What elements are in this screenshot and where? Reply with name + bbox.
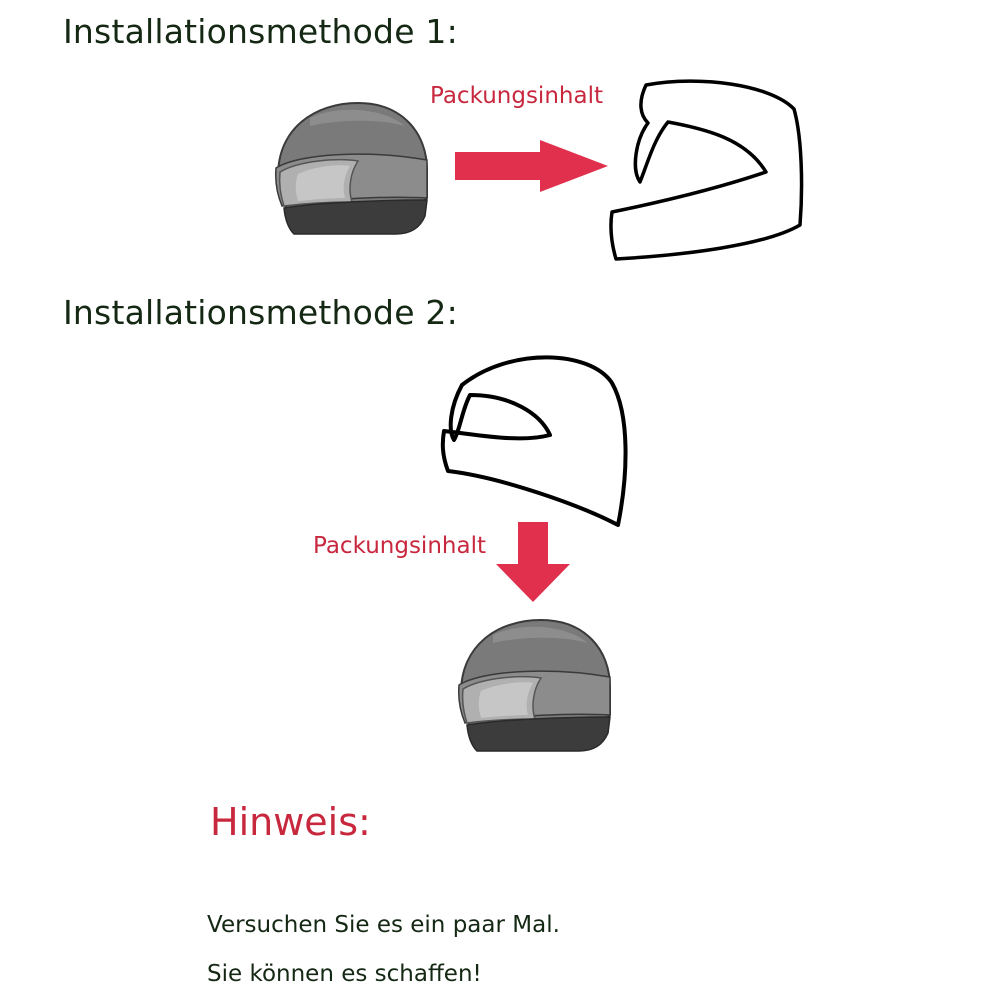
method2-package-label: Packungsinhalt	[313, 533, 486, 559]
note-line-1: Versuchen Sie es ein paar Mal.	[207, 912, 560, 938]
arrow-right-icon	[455, 138, 615, 198]
method2-heading: Installationsmethode 2:	[63, 293, 458, 332]
method1-package-label: Packungsinhalt	[430, 83, 603, 109]
helmet-icon	[453, 615, 613, 755]
note-title: Hinweis:	[210, 800, 371, 844]
helmet-outline-icon	[440, 355, 640, 535]
helmet-outline-icon	[606, 72, 806, 262]
note-line-2: Sie können es schaffen!	[207, 961, 482, 987]
helmet-icon	[270, 98, 430, 238]
arrow-down-icon	[494, 522, 574, 604]
method1-heading: Installationsmethode 1:	[63, 12, 458, 51]
